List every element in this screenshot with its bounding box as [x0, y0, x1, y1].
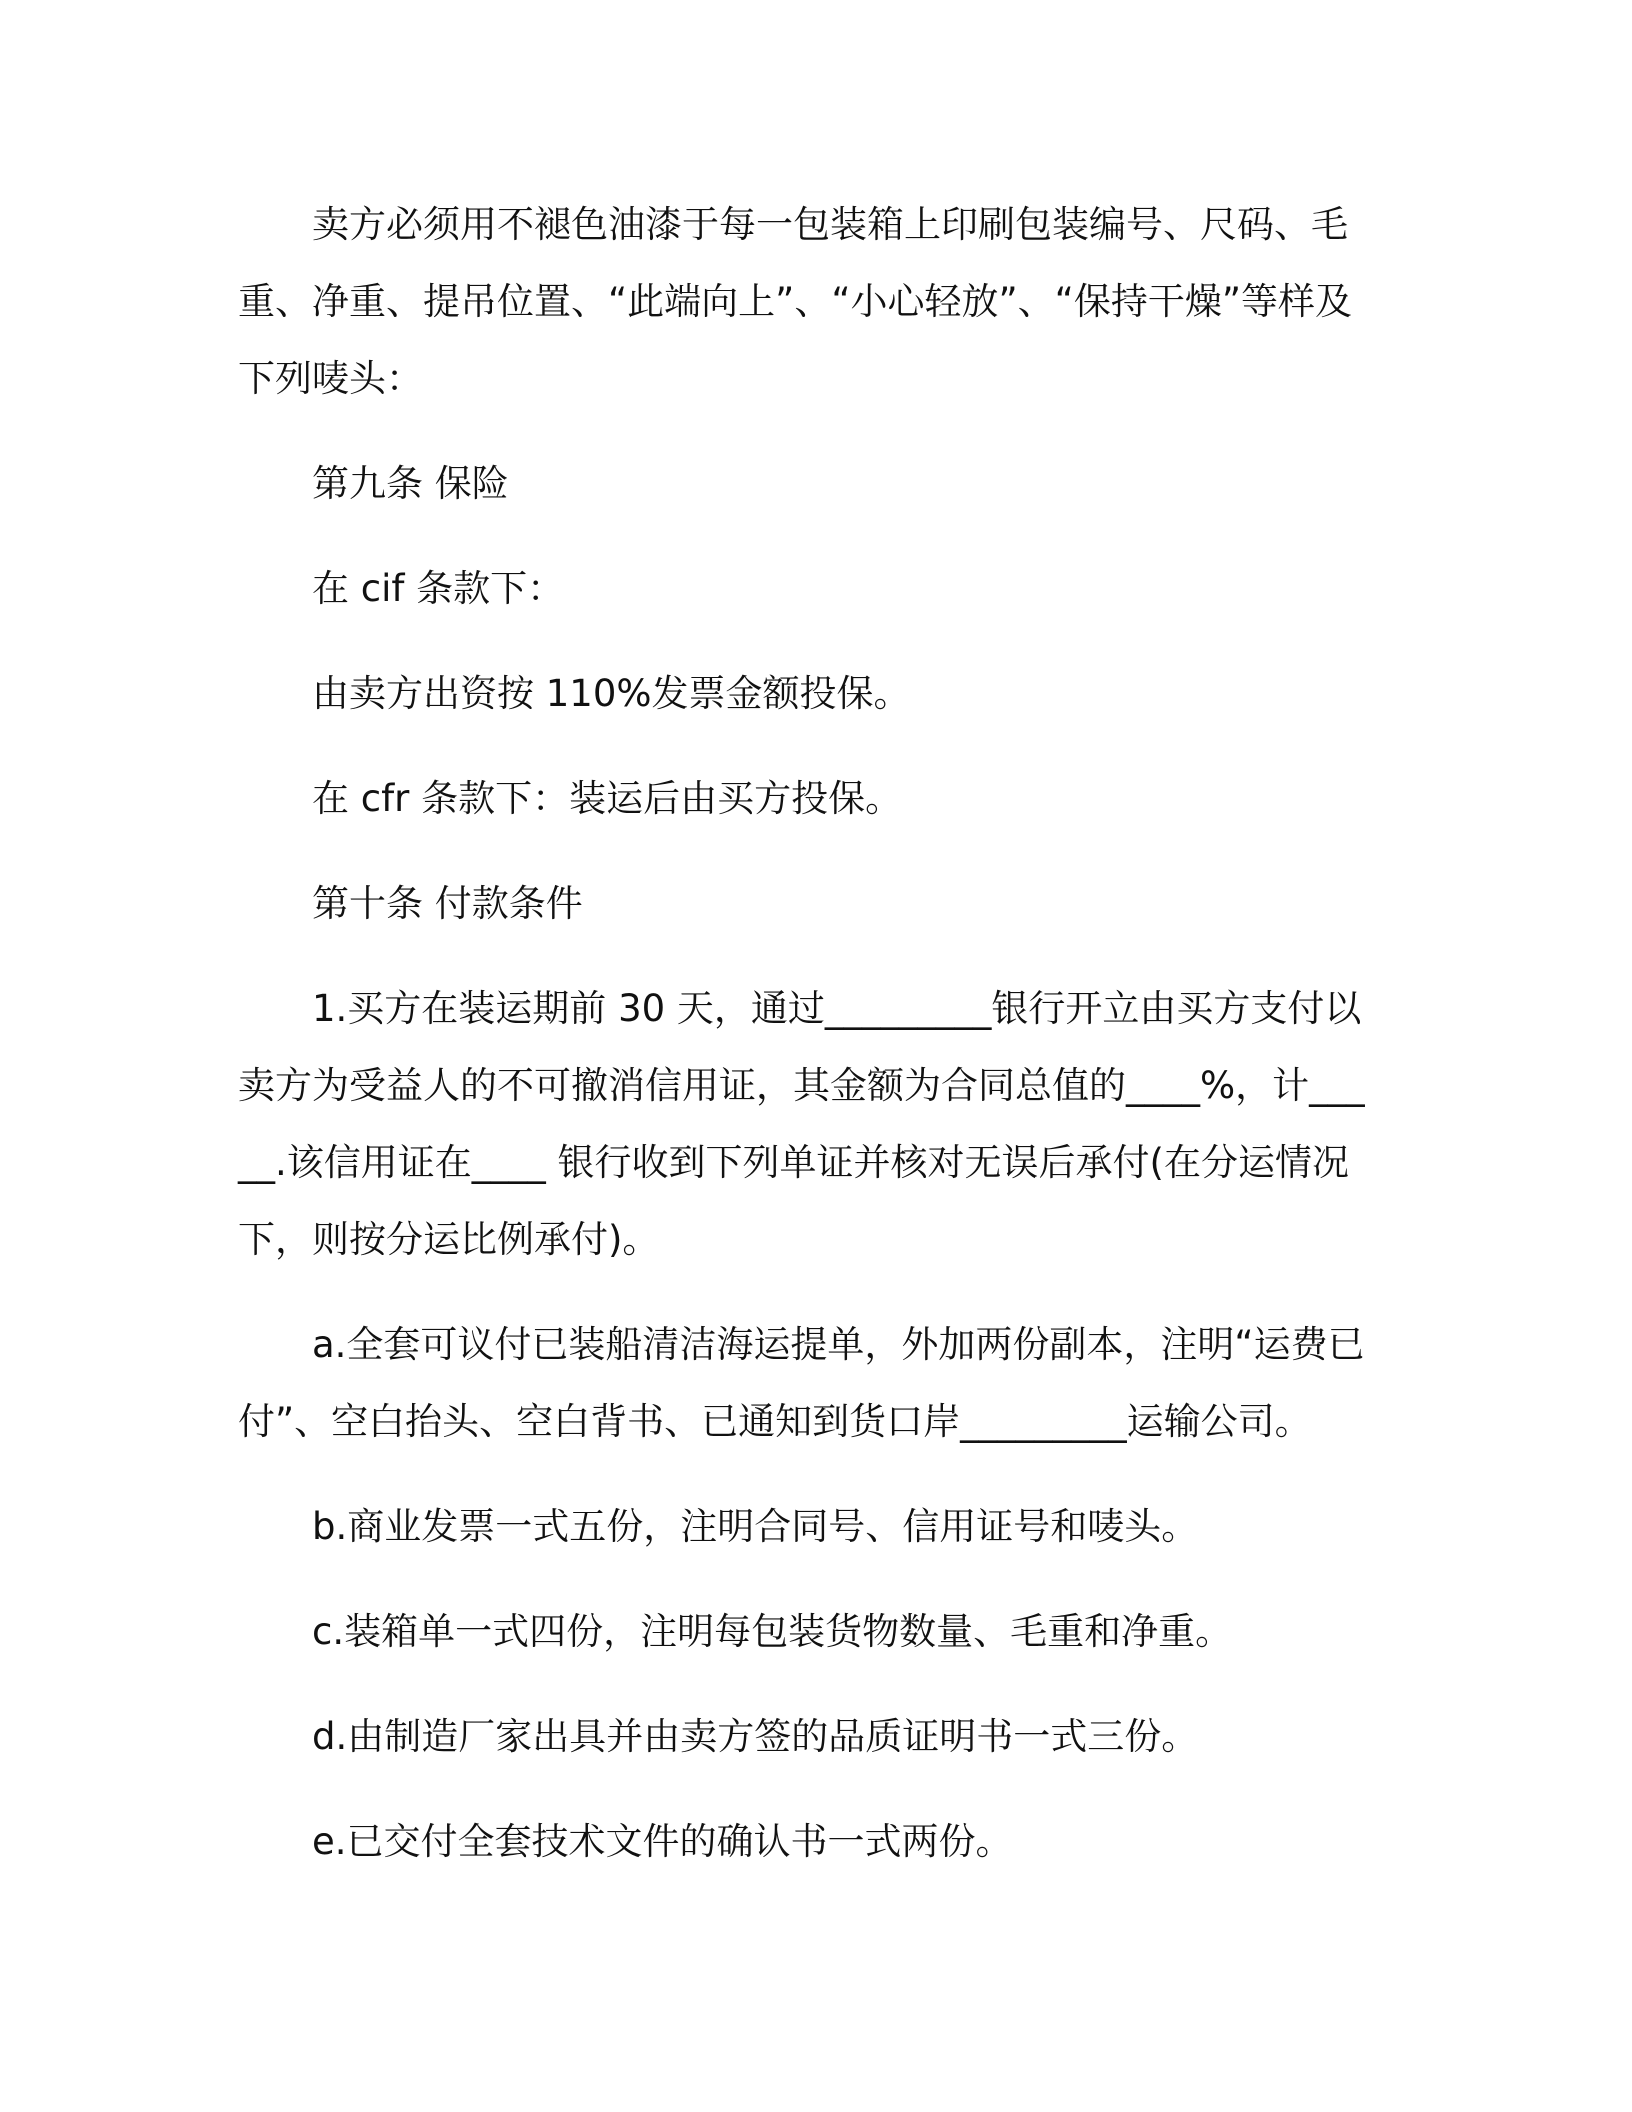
section-heading-payment: 第十条 付款条件: [312, 882, 583, 925]
paragraph-cfr-terms: 在 cfr 条款下：装运后由买方投保。: [312, 777, 903, 820]
section-heading-insurance: 第九条 保险: [312, 462, 509, 505]
paragraph-marking-requirements: 卖方必须用不褪色油漆于每一包装箱上印刷包装编号、尺码、毛重、净重、提吊位置、“此端向上”、“小心轻放”、“保持干燥”等样及下列唛头：: [238, 203, 1353, 400]
list-item-packing-list: c.装箱单一式四份，注明每包装货物数量、毛重和净重。: [312, 1610, 1233, 1653]
paragraph-letter-of-credit: 1.买方在装运期前 30 天，通过_________银行开立由买方支付以卖方为受益人的不可撤消信用证，其金额为合同总值的____%，计_____.该信用证在____ 银行收到下列单证并核对无误后承付(在分运情况下，则按分运比例承付)。: [238, 987, 1365, 1261]
list-item-commercial-invoice: b.商业发票一式五份，注明合同号、信用证号和唛头。: [312, 1505, 1199, 1548]
list-item-technical-documents: e.已交付全套技术文件的确认书一式两份。: [312, 1820, 1013, 1863]
list-item-bill-of-lading: a.全套可议付已装船清洁海运提单，外加两份副本，注明“运费已付”、空白抬头、空白背书、已通知到货口岸_________运输公司。: [238, 1323, 1365, 1443]
paragraph-cif-terms: 在 cif 条款下：: [312, 567, 565, 610]
paragraph-seller-insurance: 由卖方出资按 110%发票金额投保。: [312, 672, 911, 715]
list-item-quality-certificate: d.由制造厂家出具并由卖方签的品质证明书一式三份。: [312, 1715, 1199, 1758]
document-body: [238, 186, 1378, 1880]
